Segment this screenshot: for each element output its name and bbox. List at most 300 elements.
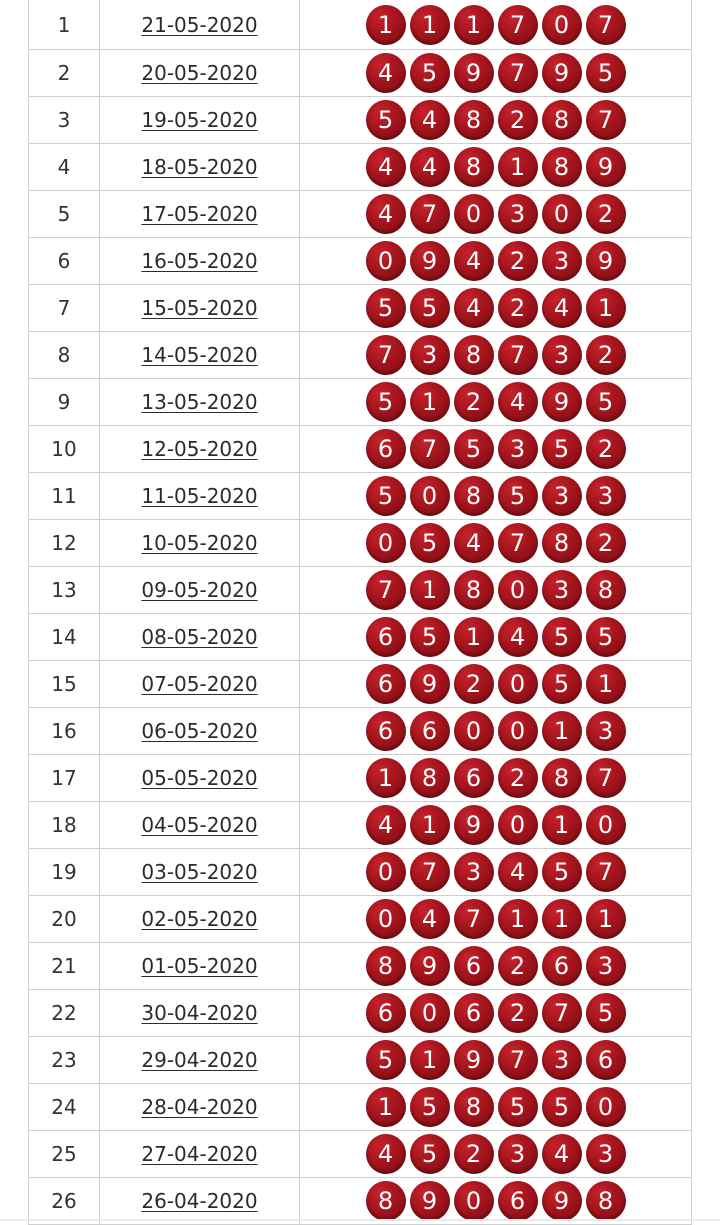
digit-ball: 4: [454, 241, 494, 281]
row-number: 7: [29, 285, 100, 332]
digit-ball: 0: [498, 570, 538, 610]
digit-ball: 0: [366, 241, 406, 281]
digit-ball: 7: [586, 758, 626, 798]
row-number: 13: [29, 567, 100, 614]
table-row: [29, 520, 692, 567]
digit-ball: 6: [410, 711, 450, 751]
digit-ball: 9: [410, 664, 450, 704]
date-cell: [100, 1178, 300, 1225]
digit-ball: 7: [366, 570, 406, 610]
digit-ball: 5: [366, 1040, 406, 1080]
result-digits: [366, 664, 626, 704]
date-cell: [100, 802, 300, 849]
date-link[interactable]: 06-05-2020: [141, 719, 258, 743]
result-digits: [366, 335, 626, 375]
digit-ball: 5: [410, 1087, 450, 1127]
digit-ball: 6: [454, 758, 494, 798]
result-digits-cell: [300, 1037, 692, 1084]
table-row: [29, 614, 692, 661]
result-digits-cell: [300, 426, 692, 473]
digit-ball: 9: [454, 1040, 494, 1080]
result-digits-cell: [300, 0, 692, 50]
result-digits-cell: [300, 849, 692, 896]
date-cell: [100, 473, 300, 520]
results-table: [28, 0, 692, 1225]
date-cell: [100, 1037, 300, 1084]
row-number: 3: [29, 97, 100, 144]
date-link[interactable]: 11-05-2020: [141, 484, 258, 508]
digit-ball: 9: [410, 1181, 450, 1221]
digit-ball: 5: [542, 429, 582, 469]
digit-ball: 1: [586, 664, 626, 704]
digit-ball: 8: [454, 570, 494, 610]
table-row: [29, 97, 692, 144]
date-cell: [100, 520, 300, 567]
digit-ball: 4: [454, 523, 494, 563]
digit-ball: 1: [498, 899, 538, 939]
date-link[interactable]: 28-04-2020: [141, 1095, 258, 1119]
date-link[interactable]: 14-05-2020: [141, 343, 258, 367]
table-row: [29, 426, 692, 473]
result-digits-cell: [300, 990, 692, 1037]
digit-ball: 1: [542, 805, 582, 845]
digit-ball: 6: [366, 664, 406, 704]
result-digits-cell: [300, 97, 692, 144]
result-digits-cell: [300, 50, 692, 97]
date-cell: [100, 97, 300, 144]
digit-ball: 7: [366, 335, 406, 375]
digit-ball: 4: [542, 1134, 582, 1174]
digit-ball: 1: [410, 5, 450, 45]
digit-ball: 9: [586, 241, 626, 281]
digit-ball: 1: [498, 147, 538, 187]
result-digits-cell: [300, 379, 692, 426]
digit-ball: 2: [454, 1134, 494, 1174]
digit-ball: 7: [498, 53, 538, 93]
digit-ball: 9: [454, 53, 494, 93]
digit-ball: 2: [498, 241, 538, 281]
result-digits-cell: [300, 1084, 692, 1131]
digit-ball: 1: [542, 899, 582, 939]
row-number: 9: [29, 379, 100, 426]
digit-ball: 2: [586, 194, 626, 234]
digit-ball: 9: [542, 1181, 582, 1221]
table-row: [29, 473, 692, 520]
date-link[interactable]: 15-05-2020: [141, 296, 258, 320]
row-number: 18: [29, 802, 100, 849]
digit-ball: 1: [586, 899, 626, 939]
table-row: [29, 238, 692, 285]
digit-ball: 8: [542, 147, 582, 187]
date-cell: [100, 943, 300, 990]
date-cell: [100, 849, 300, 896]
digit-ball: 1: [366, 5, 406, 45]
result-digits-cell: [300, 943, 692, 990]
result-digits-cell: [300, 332, 692, 379]
digit-ball: 0: [498, 664, 538, 704]
digit-ball: 6: [498, 1181, 538, 1221]
digit-ball: 1: [410, 382, 450, 422]
date-cell: [100, 614, 300, 661]
results-table-body: [29, 0, 692, 1225]
date-cell: [100, 191, 300, 238]
digit-ball: 5: [366, 100, 406, 140]
result-digits-cell: [300, 896, 692, 943]
table-row: [29, 567, 692, 614]
row-number: 11: [29, 473, 100, 520]
digit-ball: 3: [542, 335, 582, 375]
digit-ball: 0: [498, 805, 538, 845]
digit-ball: 4: [410, 100, 450, 140]
table-row: [29, 708, 692, 755]
digit-ball: 9: [410, 241, 450, 281]
row-number: 22: [29, 990, 100, 1037]
row-number: 25: [29, 1131, 100, 1178]
date-link[interactable]: 10-05-2020: [141, 531, 258, 555]
digit-ball: 7: [586, 5, 626, 45]
row-number: 2: [29, 50, 100, 97]
digit-ball: 9: [454, 805, 494, 845]
result-digits-cell: [300, 708, 692, 755]
result-digits: [366, 758, 626, 798]
digit-ball: 5: [498, 1087, 538, 1127]
digit-ball: 3: [410, 335, 450, 375]
row-number: 20: [29, 896, 100, 943]
table-row: [29, 661, 692, 708]
row-number: 15: [29, 661, 100, 708]
digit-ball: 5: [454, 429, 494, 469]
digit-ball: 4: [498, 382, 538, 422]
digit-ball: 1: [366, 758, 406, 798]
table-row: [29, 1131, 692, 1178]
date-link[interactable]: 27-04-2020: [141, 1142, 258, 1166]
digit-ball: 8: [542, 523, 582, 563]
date-cell: [100, 896, 300, 943]
date-link[interactable]: 03-05-2020: [141, 860, 258, 884]
table-row: [29, 849, 692, 896]
table-row: [29, 1037, 692, 1084]
digit-ball: 7: [498, 1040, 538, 1080]
row-number: 14: [29, 614, 100, 661]
row-number: 12: [29, 520, 100, 567]
date-link[interactable]: 08-05-2020: [141, 625, 258, 649]
result-digits: [366, 476, 626, 516]
digit-ball: 7: [498, 335, 538, 375]
digit-ball: 6: [366, 993, 406, 1033]
digit-ball: 4: [498, 852, 538, 892]
result-digits-cell: [300, 191, 692, 238]
digit-ball: 0: [586, 1087, 626, 1127]
digit-ball: 5: [542, 852, 582, 892]
digit-ball: 0: [366, 852, 406, 892]
digit-ball: 5: [586, 53, 626, 93]
digit-ball: 3: [586, 946, 626, 986]
date-link[interactable]: 30-04-2020: [141, 1001, 258, 1025]
result-digits: [366, 241, 626, 281]
row-number: 1: [29, 0, 100, 50]
digit-ball: 9: [542, 382, 582, 422]
date-cell: [100, 238, 300, 285]
result-digits-cell: [300, 661, 692, 708]
digit-ball: 5: [410, 288, 450, 328]
date-link[interactable]: 29-04-2020: [141, 1048, 258, 1072]
digit-ball: 2: [586, 523, 626, 563]
result-digits-cell: [300, 238, 692, 285]
digit-ball: 6: [366, 429, 406, 469]
digit-ball: 7: [542, 993, 582, 1033]
digit-ball: 1: [410, 805, 450, 845]
date-link[interactable]: 12-05-2020: [141, 437, 258, 461]
digit-ball: 7: [410, 852, 450, 892]
digit-ball: 9: [542, 53, 582, 93]
date-link[interactable]: 20-05-2020: [141, 61, 258, 85]
digit-ball: 5: [586, 617, 626, 657]
digit-ball: 1: [454, 617, 494, 657]
digit-ball: 8: [410, 758, 450, 798]
digit-ball: 2: [586, 429, 626, 469]
digit-ball: 9: [410, 946, 450, 986]
digit-ball: 2: [498, 993, 538, 1033]
digit-ball: 7: [586, 852, 626, 892]
result-digits: [366, 382, 626, 422]
result-digits: [366, 570, 626, 610]
results-table-container: [28, 0, 692, 1225]
result-digits: [366, 1181, 626, 1221]
digit-ball: 4: [410, 899, 450, 939]
digit-ball: 3: [542, 241, 582, 281]
digit-ball: 5: [410, 53, 450, 93]
digit-ball: 3: [586, 476, 626, 516]
digit-ball: 5: [498, 476, 538, 516]
date-link[interactable]: 13-05-2020: [141, 390, 258, 414]
digit-ball: 3: [454, 852, 494, 892]
result-digits-cell: [300, 1131, 692, 1178]
row-number: 21: [29, 943, 100, 990]
result-digits: [366, 288, 626, 328]
digit-ball: 4: [366, 53, 406, 93]
result-digits: [366, 805, 626, 845]
digit-ball: 1: [366, 1087, 406, 1127]
date-cell: [100, 755, 300, 802]
digit-ball: 6: [586, 1040, 626, 1080]
digit-ball: 3: [586, 1134, 626, 1174]
table-row: [29, 0, 692, 50]
digit-ball: 3: [498, 429, 538, 469]
digit-ball: 4: [366, 194, 406, 234]
digit-ball: 1: [542, 711, 582, 751]
result-digits: [366, 1134, 626, 1174]
digit-ball: 2: [454, 664, 494, 704]
digit-ball: 8: [366, 1181, 406, 1221]
result-digits: [366, 711, 626, 751]
date-cell: [100, 990, 300, 1037]
digit-ball: 5: [542, 664, 582, 704]
digit-ball: 5: [586, 993, 626, 1033]
digit-ball: 0: [366, 899, 406, 939]
digit-ball: 1: [410, 570, 450, 610]
digit-ball: 0: [498, 711, 538, 751]
result-digits-cell: [300, 144, 692, 191]
digit-ball: 8: [542, 758, 582, 798]
row-number: 6: [29, 238, 100, 285]
digit-ball: 0: [366, 523, 406, 563]
digit-ball: 7: [498, 5, 538, 45]
result-digits-cell: [300, 285, 692, 332]
date-link[interactable]: 16-05-2020: [141, 249, 258, 273]
date-cell: [100, 144, 300, 191]
digit-ball: 2: [498, 758, 538, 798]
table-row: [29, 50, 692, 97]
digit-ball: 8: [454, 147, 494, 187]
date-link[interactable]: 07-05-2020: [141, 672, 258, 696]
date-cell: [100, 661, 300, 708]
result-digits-cell: [300, 614, 692, 661]
digit-ball: 3: [542, 570, 582, 610]
digit-ball: 3: [542, 476, 582, 516]
result-digits: [366, 523, 626, 563]
digit-ball: 4: [542, 288, 582, 328]
table-row: [29, 1084, 692, 1131]
digit-ball: 2: [586, 335, 626, 375]
result-digits: [366, 852, 626, 892]
digit-ball: 4: [454, 288, 494, 328]
result-digits-cell: [300, 567, 692, 614]
result-digits: [366, 1087, 626, 1127]
result-digits: [366, 946, 626, 986]
digit-ball: 7: [410, 194, 450, 234]
digit-ball: 6: [454, 993, 494, 1033]
row-number: 16: [29, 708, 100, 755]
digit-ball: 8: [366, 946, 406, 986]
digit-ball: 5: [410, 617, 450, 657]
digit-ball: 8: [454, 100, 494, 140]
result-digits: [366, 53, 626, 93]
digit-ball: 2: [454, 382, 494, 422]
digit-ball: 5: [366, 288, 406, 328]
digit-ball: 7: [410, 429, 450, 469]
date-cell: [100, 426, 300, 473]
result-digits: [366, 147, 626, 187]
date-cell: [100, 567, 300, 614]
digit-ball: 6: [366, 617, 406, 657]
digit-ball: 0: [454, 1181, 494, 1221]
result-digits-cell: [300, 802, 692, 849]
digit-ball: 4: [366, 1134, 406, 1174]
row-number: 19: [29, 849, 100, 896]
date-link[interactable]: 21-05-2020: [141, 12, 258, 37]
date-cell: [100, 0, 300, 50]
row-number: 26: [29, 1178, 100, 1225]
digit-ball: 5: [366, 382, 406, 422]
digit-ball: 4: [498, 617, 538, 657]
result-digits: [366, 899, 626, 939]
result-digits: [366, 429, 626, 469]
digit-ball: 5: [542, 617, 582, 657]
digit-ball: 5: [410, 1134, 450, 1174]
digit-ball: 1: [454, 5, 494, 45]
date-cell: [100, 285, 300, 332]
result-digits: [366, 1040, 626, 1080]
table-row: [29, 379, 692, 426]
digit-ball: 1: [410, 1040, 450, 1080]
digit-ball: 0: [586, 805, 626, 845]
digit-ball: 6: [454, 946, 494, 986]
digit-ball: 9: [586, 147, 626, 187]
table-row: [29, 802, 692, 849]
row-number: 24: [29, 1084, 100, 1131]
result-digits: [366, 194, 626, 234]
digit-ball: 3: [586, 711, 626, 751]
digit-ball: 2: [498, 100, 538, 140]
table-row: [29, 191, 692, 238]
date-link[interactable]: 09-05-2020: [141, 578, 258, 602]
digit-ball: 5: [586, 382, 626, 422]
date-cell: [100, 1131, 300, 1178]
result-digits-cell: [300, 520, 692, 567]
date-cell: [100, 332, 300, 379]
date-cell: [100, 379, 300, 426]
date-link[interactable]: 04-05-2020: [141, 813, 258, 837]
row-number: 23: [29, 1037, 100, 1084]
table-row: [29, 990, 692, 1037]
table-row: [29, 896, 692, 943]
digit-ball: 5: [542, 1087, 582, 1127]
date-link[interactable]: 02-05-2020: [141, 907, 258, 931]
result-digits: [366, 5, 626, 45]
table-row: [29, 1178, 692, 1225]
row-number: 10: [29, 426, 100, 473]
digit-ball: 0: [542, 5, 582, 45]
digit-ball: 3: [542, 1040, 582, 1080]
result-digits: [366, 617, 626, 657]
table-row: [29, 144, 692, 191]
row-number: 4: [29, 144, 100, 191]
date-link[interactable]: 26-04-2020: [141, 1189, 258, 1213]
digit-ball: 4: [410, 147, 450, 187]
date-cell: [100, 50, 300, 97]
row-number: 8: [29, 332, 100, 379]
digit-ball: 0: [410, 476, 450, 516]
digit-ball: 0: [410, 993, 450, 1033]
digit-ball: 8: [454, 476, 494, 516]
result-digits: [366, 100, 626, 140]
table-row: [29, 332, 692, 379]
date-link[interactable]: 17-05-2020: [141, 202, 258, 226]
date-cell: [100, 1084, 300, 1131]
digit-ball: 8: [542, 100, 582, 140]
digit-ball: 8: [454, 1087, 494, 1127]
digit-ball: 8: [454, 335, 494, 375]
date-link[interactable]: 05-05-2020: [141, 766, 258, 790]
digit-ball: 4: [366, 805, 406, 845]
digit-ball: 7: [454, 899, 494, 939]
digit-ball: 7: [586, 100, 626, 140]
digit-ball: 0: [454, 194, 494, 234]
digit-ball: 1: [586, 288, 626, 328]
result-digits: [366, 993, 626, 1033]
digit-ball: 3: [498, 194, 538, 234]
row-number: 5: [29, 191, 100, 238]
row-number: 17: [29, 755, 100, 802]
date-link[interactable]: 18-05-2020: [141, 155, 258, 179]
date-link[interactable]: 01-05-2020: [141, 954, 258, 978]
result-digits-cell: [300, 473, 692, 520]
digit-ball: 8: [586, 1181, 626, 1221]
digit-ball: 6: [542, 946, 582, 986]
digit-ball: 5: [410, 523, 450, 563]
digit-ball: 2: [498, 288, 538, 328]
date-link[interactable]: 19-05-2020: [141, 108, 258, 132]
